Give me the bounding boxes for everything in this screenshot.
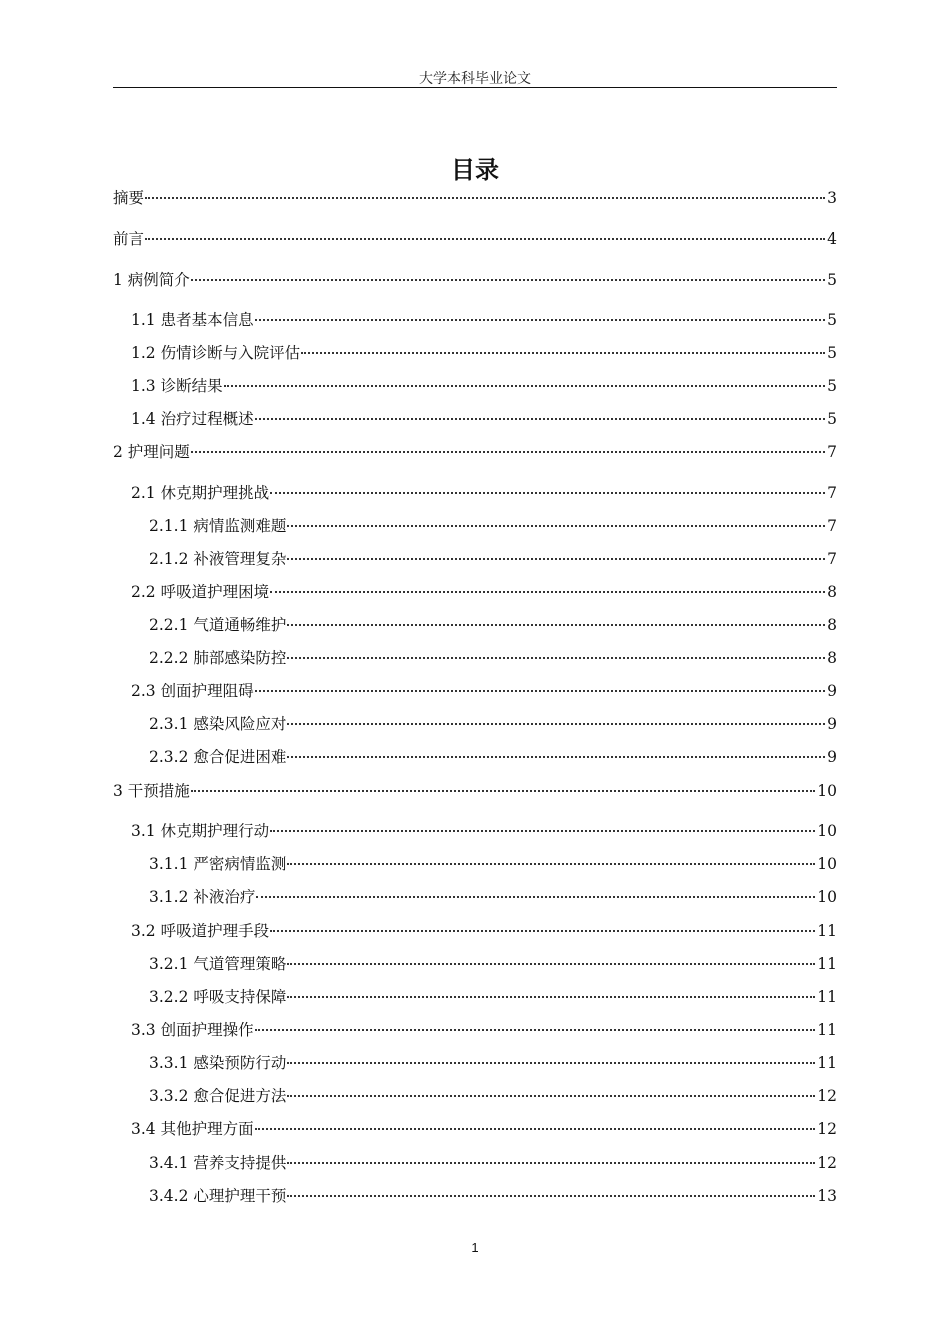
toc-entry-page: 11 <box>817 1021 837 1039</box>
toc-entry-page: 5 <box>827 410 837 428</box>
dot-leader <box>191 279 825 281</box>
toc-entry-label: 2.3.1 感染风险应对 <box>149 715 287 733</box>
dot-leader <box>287 1195 815 1197</box>
dot-leader <box>287 863 815 865</box>
toc-entry-label: 2.2.1 气道通畅维护 <box>149 616 287 634</box>
toc-entry[interactable] <box>113 647 837 669</box>
dot-leader <box>256 896 815 898</box>
toc-entry[interactable] <box>113 482 837 504</box>
toc-entry[interactable] <box>113 820 837 842</box>
toc-entry-page: 11 <box>817 1054 837 1072</box>
toc-entry-label: 1 病例简介 <box>113 271 190 289</box>
dot-leader <box>255 690 825 692</box>
toc-entry-page: 5 <box>827 377 837 395</box>
dot-leader <box>191 451 825 453</box>
toc-entry-label: 2.3 创面护理阻碍 <box>131 682 254 700</box>
toc-entry-page: 11 <box>817 988 837 1006</box>
toc-entry[interactable] <box>113 853 837 875</box>
toc-entry-page: 12 <box>817 1154 837 1172</box>
header-divider <box>113 87 837 88</box>
toc-entry-label: 1.4 治疗过程概述 <box>131 410 254 428</box>
toc-entry-label: 3 干预措施 <box>113 782 190 800</box>
toc-entry-label: 3.1.2 补液治疗 <box>149 888 256 906</box>
toc-entry-label: 2.1.1 病情监测难题 <box>149 517 287 535</box>
toc-entry-page: 7 <box>827 550 837 568</box>
toc-entry-label: 3.3 创面护理操作 <box>131 1021 254 1039</box>
toc-entry-label: 3.1 休克期护理行动 <box>131 822 270 840</box>
dot-leader <box>287 963 815 965</box>
dot-leader <box>270 830 815 832</box>
toc-entry-label: 3.2 呼吸道护理手段 <box>131 922 270 940</box>
toc-entry-page: 8 <box>827 649 837 667</box>
dot-leader <box>287 657 825 659</box>
toc-entry-label: 1.1 患者基本信息 <box>131 311 254 329</box>
toc-entry-page: 8 <box>827 583 837 601</box>
toc-entry-label: 2.1 休克期护理挑战 <box>131 484 270 502</box>
dot-leader <box>255 1128 816 1130</box>
page-number: 1 <box>471 1240 479 1255</box>
toc-entry[interactable] <box>113 1019 837 1041</box>
toc-entry-label: 2.2.2 肺部感染防控 <box>149 649 287 667</box>
toc-entry-page: 7 <box>827 517 837 535</box>
dot-leader <box>145 197 825 199</box>
dot-leader <box>287 1162 815 1164</box>
dot-leader <box>287 996 815 998</box>
dot-leader <box>255 1029 816 1031</box>
dot-leader <box>287 624 825 626</box>
toc-entry-page: 10 <box>817 782 837 800</box>
dot-leader <box>287 723 825 725</box>
toc-entry[interactable] <box>113 746 837 768</box>
toc-entry-page: 12 <box>817 1120 837 1138</box>
toc-entry-label: 2.3.2 愈合促进困难 <box>149 748 287 766</box>
running-header: 大学本科毕业论文 <box>419 71 531 87</box>
toc-entry-page: 8 <box>827 616 837 634</box>
toc-entry[interactable] <box>113 614 837 636</box>
toc-entry-label: 3.2.2 呼吸支持保障 <box>149 988 287 1006</box>
dot-leader <box>287 525 825 527</box>
toc-entry[interactable] <box>113 581 837 603</box>
toc-entry-label: 3.3.1 感染预防行动 <box>149 1054 287 1072</box>
toc-entry-page: 13 <box>817 1187 837 1205</box>
toc-entry-page: 5 <box>827 311 837 329</box>
dot-leader <box>255 319 825 321</box>
toc-entry-page: 9 <box>827 715 837 733</box>
toc-title: 目录 <box>451 156 499 184</box>
toc-entry[interactable] <box>113 1118 837 1140</box>
toc-entry-label: 3.2.1 气道管理策略 <box>149 955 287 973</box>
toc-entry[interactable] <box>113 309 837 331</box>
dot-leader <box>287 558 825 560</box>
toc-entry-label: 2.2 呼吸道护理困境 <box>131 583 270 601</box>
toc-entry[interactable] <box>113 986 837 1008</box>
toc-entry-label: 3.4.1 营养支持提供 <box>149 1154 287 1172</box>
toc-entry-label: 2.1.2 补液管理复杂 <box>149 550 287 568</box>
toc-entry[interactable] <box>113 515 837 537</box>
toc-entry[interactable] <box>113 375 837 397</box>
toc-entry-label: 3.4.2 心理护理干预 <box>149 1187 287 1205</box>
toc-entry-label: 3.4 其他护理方面 <box>131 1120 254 1138</box>
dot-leader <box>287 1062 815 1064</box>
toc-entry-label: 前言 <box>113 230 145 248</box>
toc-entry[interactable] <box>113 441 837 463</box>
dot-leader <box>287 1095 815 1097</box>
toc-entry-page: 9 <box>827 682 837 700</box>
toc-entry-label: 摘要 <box>113 189 145 207</box>
toc-entry-page: 4 <box>827 230 837 248</box>
toc-entry-label: 1.3 诊断结果 <box>131 377 223 395</box>
dot-leader <box>287 756 825 758</box>
toc-entry-page: 3 <box>827 189 837 207</box>
toc-entry-page: 5 <box>827 344 837 362</box>
toc-entry-page: 7 <box>827 443 837 461</box>
toc-entry[interactable] <box>113 886 837 908</box>
toc-entry-label: 3.3.2 愈合促进方法 <box>149 1087 287 1105</box>
dot-leader <box>145 238 825 240</box>
toc-entry[interactable] <box>113 187 837 209</box>
toc-entry[interactable] <box>113 1085 837 1107</box>
toc-entry-page: 9 <box>827 748 837 766</box>
toc-entry[interactable] <box>113 780 837 802</box>
toc-entry[interactable] <box>113 408 837 430</box>
toc-entry-page: 10 <box>817 888 837 906</box>
dot-leader <box>255 418 825 420</box>
toc-entry[interactable] <box>113 342 837 364</box>
toc-entry-label: 3.1.1 严密病情监测 <box>149 855 287 873</box>
dot-leader <box>270 492 825 494</box>
toc-entry[interactable] <box>113 920 837 942</box>
toc-entry[interactable] <box>113 228 837 250</box>
toc-entry[interactable] <box>113 548 837 570</box>
toc-entry[interactable] <box>113 953 837 975</box>
toc-entry-page: 12 <box>817 1087 837 1105</box>
dot-leader <box>224 385 825 387</box>
toc-entry[interactable] <box>113 1185 837 1207</box>
toc-entry[interactable] <box>113 713 837 735</box>
toc-entry[interactable] <box>113 1052 837 1074</box>
toc-entry-page: 5 <box>827 271 837 289</box>
toc-entry-label: 1.2 伤情诊断与入院评估 <box>131 344 301 362</box>
toc-entry[interactable] <box>113 680 837 702</box>
toc-entry-page: 7 <box>827 484 837 502</box>
toc-entry-label: 2 护理问题 <box>113 443 190 461</box>
toc-entry[interactable] <box>113 269 837 291</box>
dot-leader <box>191 790 815 792</box>
dot-leader <box>301 352 825 354</box>
dot-leader <box>270 591 825 593</box>
toc-entry[interactable] <box>113 1152 837 1174</box>
toc-entry-page: 11 <box>817 922 837 940</box>
toc-entry-page: 10 <box>817 855 837 873</box>
toc-entry-page: 11 <box>817 955 837 973</box>
dot-leader <box>270 930 815 932</box>
toc-entry-page: 10 <box>817 822 837 840</box>
